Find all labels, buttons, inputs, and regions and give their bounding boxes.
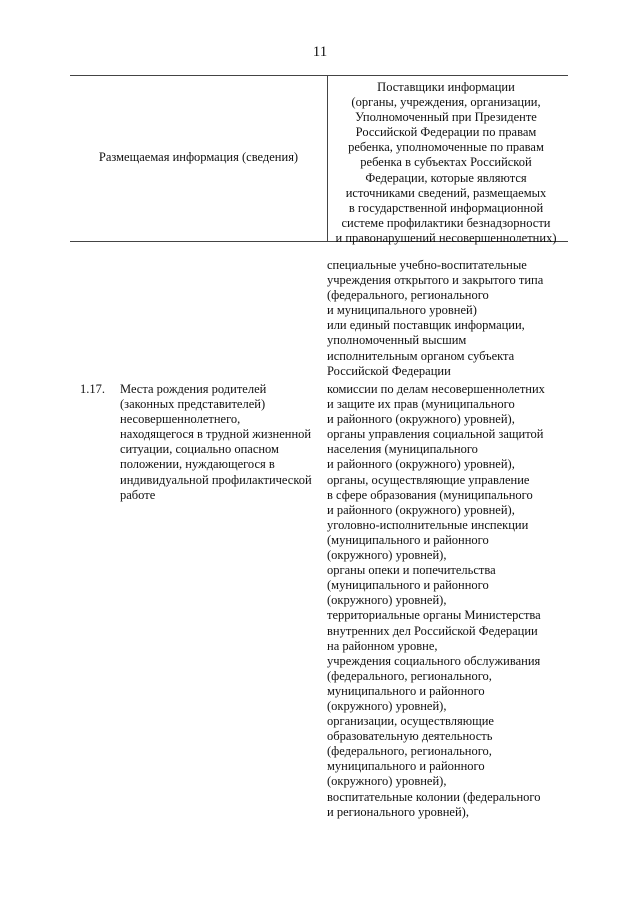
info-line: работе: [120, 487, 156, 502]
supplier-line: учреждения социального обслуживания: [327, 653, 541, 668]
header-suppliers-line: и правонарушений несовершеннолетних): [335, 230, 557, 245]
supplier-line: специальные учебно-воспитательные: [327, 258, 527, 272]
supplier-line: органы управления социальной защитой: [327, 427, 544, 442]
supplier-line: организации, осуществляющие: [327, 714, 494, 729]
supplier-line: учреждения открытого и закрытого типа: [327, 273, 544, 288]
supplier-line: и районного (окружного) уровней),: [327, 502, 515, 517]
supplier-line: и районного (окружного) уровней),: [327, 457, 515, 472]
continued-suppliers-cell: [327, 258, 543, 379]
info-line: несовершеннолетнего,: [120, 412, 241, 427]
supplier-line: (муниципального и районного: [327, 578, 489, 593]
info-line: положении, нуждающегося в: [120, 457, 275, 472]
supplier-line: на районном уровне,: [327, 638, 438, 653]
supplier-line: образовательную деятельность: [327, 729, 493, 744]
supplier-line: комиссии по делам несовершеннолетних: [327, 382, 545, 396]
row-number: 1.17.: [80, 382, 105, 396]
header-suppliers-line: ребенка, уполномоченные по правам: [348, 140, 544, 155]
header-suppliers-line: Поставщики информации: [377, 80, 515, 94]
supplier-line: исполнительным органом субъекта: [327, 348, 515, 363]
header-info-column: Размещаемая информация (сведения): [98, 150, 299, 164]
supplier-line: органы, осуществляющие управление: [327, 472, 530, 487]
info-line: ситуации, социально опасном: [120, 442, 279, 457]
supplier-line: уголовно-исполнительные инспекции: [327, 517, 529, 532]
supplier-line: в сфере образования (муниципального: [327, 487, 533, 502]
supplier-line: населения (муниципального: [327, 442, 478, 457]
info-line: (законных представителей): [120, 397, 266, 412]
page-number: 11: [312, 44, 328, 60]
supplier-line: (федерального, регионального: [327, 288, 489, 303]
header-suppliers-line: источниками сведений, размещаемых: [345, 185, 547, 200]
supplier-line: (окружного) уровней),: [327, 698, 447, 713]
header-suppliers-line: Федерации, которые являются: [365, 170, 527, 185]
supplier-line: (федерального, регионального,: [327, 744, 492, 759]
supplier-line: или единый поставщик информации,: [327, 318, 525, 333]
supplier-line: уполномоченный высшим: [327, 333, 467, 348]
info-line: находящегося в трудной жизненной: [120, 427, 312, 442]
row-suppliers-cell: [327, 382, 545, 820]
supplier-line: муниципального и районного: [327, 759, 485, 774]
header-suppliers-line: Уполномоченный при Президенте: [355, 110, 537, 125]
header-suppliers-line: Российской Федерации по правам: [355, 125, 537, 140]
supplier-line: воспитательные колонии (федерального: [327, 789, 541, 804]
table-top-rule: [70, 75, 568, 76]
supplier-line: (окружного) уровней),: [327, 774, 447, 789]
supplier-line: (федерального, регионального,: [327, 668, 492, 683]
supplier-line: и муниципального уровней): [327, 303, 477, 318]
supplier-line: (окружного) уровней),: [327, 593, 447, 608]
supplier-line: Российской Федерации: [327, 363, 451, 378]
supplier-line: (муниципального и районного: [327, 532, 489, 547]
supplier-line: органы опеки и попечительства: [327, 563, 496, 578]
header-suppliers-line: в государственной информационной: [348, 200, 544, 215]
header-suppliers-line: (органы, учреждения, организации,: [351, 95, 541, 110]
supplier-line: муниципального и районного: [327, 683, 485, 698]
info-line: индивидуальной профилактической: [120, 472, 312, 487]
header-suppliers-line: ребенка в субъектах Российской: [360, 155, 532, 170]
supplier-line: и районного (окружного) уровней),: [327, 412, 515, 427]
header-suppliers-line: системе профилактики безнадзорности: [341, 215, 551, 230]
supplier-line: (окружного) уровней),: [327, 548, 447, 563]
supplier-line: внутренних дел Российской Федерации: [327, 623, 538, 638]
row-info-cell: [120, 382, 312, 503]
info-line: Места рождения родителей: [120, 382, 267, 396]
supplier-line: и регионального уровней),: [327, 804, 469, 819]
supplier-line: и защите их прав (муниципального: [327, 397, 515, 412]
supplier-line: территориальные органы Министерства: [327, 608, 541, 623]
header-suppliers-column: [328, 80, 564, 246]
